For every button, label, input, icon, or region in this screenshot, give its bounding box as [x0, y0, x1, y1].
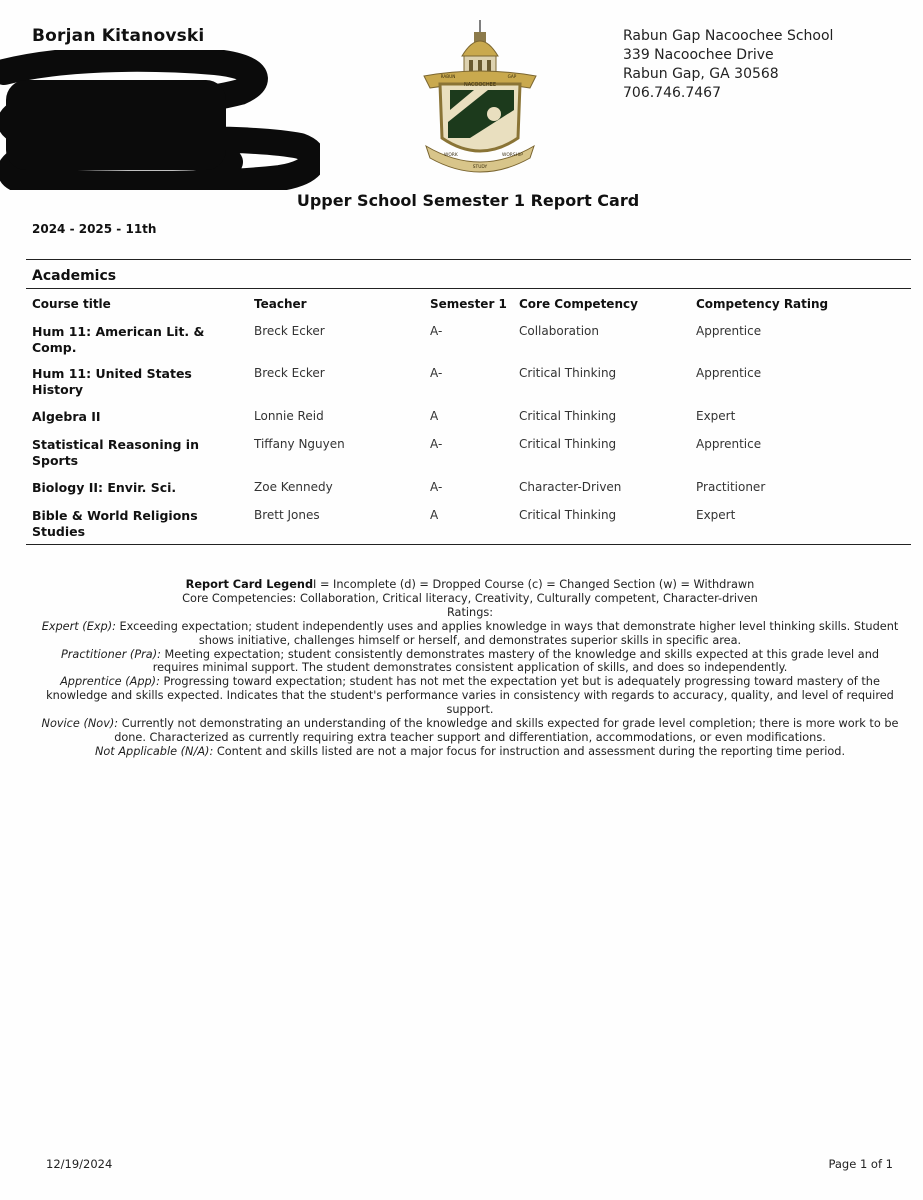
- column-header-rating: Competency Rating: [696, 297, 829, 311]
- core-competency: Critical Thinking: [519, 508, 617, 522]
- semester-grade: A-: [430, 437, 443, 451]
- competency-rating: Apprentice: [696, 324, 762, 338]
- legend-label: Report Card Legend: [185, 578, 314, 591]
- legend-practitioner-text: Meeting expectation; student consistently demonstrates mastery of the knowledge and skills expected at this grade level and requires minimal support. The student demonstrates consistent application of skills, and does so independently.: [152, 647, 880, 675]
- legend-competencies: Core Competencies: Collaboration, Critical literacy, Creativity, Culturally competent, Character-driven: [182, 591, 758, 605]
- school-info: [623, 27, 833, 103]
- report-title: Upper School Semester 1 Report Card: [296, 191, 640, 210]
- legend-not-applicable: [40, 745, 900, 759]
- teacher-name: Brett Jones: [254, 508, 320, 522]
- legend-na-text: Content and skills listed are not a major focus for instruction and assessment during the reporting time period.: [216, 744, 846, 758]
- legend-na-term: Not Applicable (N/A):: [94, 744, 214, 758]
- crest-text-right: GAP: [507, 74, 517, 79]
- course-title: Hum 11: American Lit. & Comp.: [32, 324, 205, 355]
- legend-expert: [40, 620, 900, 648]
- legend-practitioner-term: Practitioner (Pra):: [60, 647, 161, 661]
- section-title-academics: Academics: [32, 268, 117, 284]
- course-title: Statistical Reasoning in Sports: [32, 437, 199, 468]
- course-title: Bible & World Religions Studies: [32, 508, 198, 539]
- school-phone: 706.746.7467: [623, 85, 721, 101]
- semester-grade: A: [430, 508, 439, 522]
- crest-motto-worship: WORSHIP: [502, 153, 523, 158]
- legend-codes: I = Incomplete (d) = Dropped Course (c) = Changed Section (w) = Withdrawn: [313, 578, 755, 591]
- legend-codes-line: [40, 578, 900, 592]
- divider-header: [26, 288, 911, 289]
- divider-top: [26, 259, 911, 260]
- column-header-teacher: Teacher: [254, 297, 307, 311]
- competency-rating: Practitioner: [696, 480, 766, 494]
- competency-rating: Expert: [696, 409, 736, 423]
- school-crest-logo: [418, 18, 542, 178]
- semester-grade: A: [430, 409, 439, 423]
- course-title: Algebra II: [32, 409, 101, 424]
- core-competency: Critical Thinking: [519, 409, 617, 423]
- column-header-course: Course title: [32, 297, 111, 311]
- column-header-competency: Core Competency: [519, 297, 638, 311]
- legend-novice-text: Currently not demonstrating an understanding of the knowledge and skills expected for grade level completion; there is more work to be done. Characterized as currently requiring extra teacher support and differentiation, accommodations, or even modifications.: [114, 717, 899, 744]
- semester-grade: A-: [430, 480, 443, 494]
- teacher-name: Zoe Kennedy: [254, 480, 333, 494]
- core-competency: Critical Thinking: [519, 366, 617, 380]
- legend-practitioner: [40, 648, 900, 676]
- teacher-name: Breck Ecker: [254, 324, 325, 338]
- core-competency: Critical Thinking: [519, 437, 617, 451]
- divider-bottom: [26, 544, 911, 545]
- crest-motto-study: STUDY: [472, 165, 488, 170]
- school-address-line2: Rabun Gap, GA 30568: [623, 66, 779, 82]
- crest-motto-work: WORK: [444, 153, 458, 158]
- competency-rating: Apprentice: [696, 366, 762, 380]
- legend-apprentice-text: Progressing toward expectation; student has not met the expectation yet but is adequately progressing toward mastery of the knowledge and skills expected. Indicates that the student's performance varies in consistency with regards to accuracy, quality, and level of required support.: [46, 675, 894, 717]
- crest-text-left: RABUN: [440, 74, 456, 79]
- redaction-scribble: [0, 50, 320, 190]
- semester-grade: A-: [430, 366, 443, 380]
- legend-novice: [40, 717, 900, 745]
- teacher-name: Lonnie Reid: [254, 409, 324, 423]
- legend-expert-text: Exceeding expectation; student independently uses and applies knowledge in ways that demonstrate higher level thinking skills. Student shows initiative, challenges himself or herself, and demonstrates superior skills in specific area.: [119, 619, 899, 647]
- school-name: Rabun Gap Nacoochee School: [623, 28, 834, 44]
- crest-banner-text: NACOOCHEE: [463, 82, 497, 88]
- core-competency: Collaboration: [519, 324, 599, 338]
- core-competency: Character-Driven: [519, 480, 622, 494]
- teacher-name: Breck Ecker: [254, 366, 325, 380]
- teacher-name: Tiffany Nguyen: [254, 437, 345, 451]
- legend-apprentice: [40, 675, 900, 717]
- footer-date: 12/19/2024: [46, 1157, 113, 1171]
- competency-rating: Expert: [696, 508, 736, 522]
- legend-expert-term: Expert (Exp):: [41, 619, 116, 633]
- report-card-legend: [40, 578, 900, 759]
- legend-ratings-label: Ratings:: [446, 605, 494, 619]
- course-title: Biology II: Envir. Sci.: [32, 480, 177, 495]
- legend-novice-term: Novice (Nov):: [41, 717, 119, 731]
- school-address-line1: 339 Nacoochee Drive: [623, 47, 774, 63]
- course-title: Hum 11: United States History: [32, 366, 192, 397]
- legend-apprentice-term: Apprentice (App):: [60, 675, 160, 689]
- student-name: Borjan Kitanovski: [32, 26, 205, 46]
- footer-page-number: Page 1 of 1: [828, 1157, 893, 1171]
- academic-term: 2024 - 2025 - 11th: [32, 222, 157, 236]
- column-header-semester: Semester 1: [430, 297, 507, 311]
- competency-rating: Apprentice: [696, 437, 762, 451]
- semester-grade: A-: [430, 324, 443, 338]
